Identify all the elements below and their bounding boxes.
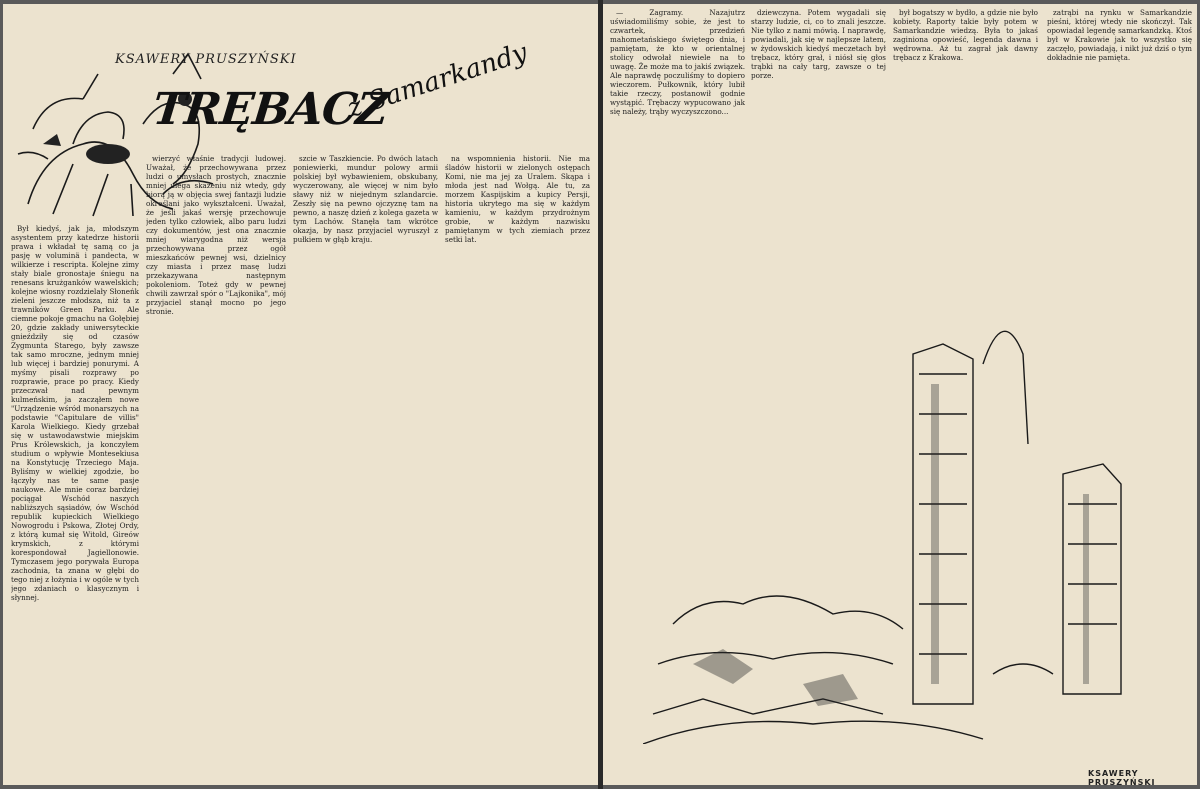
left-col-4: na wspomnienia historii. Nie ma śladów historii w zielonych ostępach Komi, nie ma jej za Uralem. Skąpa i młoda jest nad Wołgą. Ale tu, za morzem Kaspijskim a kupicy Persji, historia ukrytego ma się w każdym kamieniu, w każdym przydrożnym grobie, w każdym nazwisku pamiętanym w tych ziemiach przez setki lat. — [445, 154, 590, 244]
left-page — [3, 4, 598, 785]
left-col-3: szcie w Taszkiencie. Po dwóch latach poniewierki, mundur polowy armii polskiej był wybawieniem, obskubany, wyczerowany, ale więcej w nim było sławy niż w niejednym szlandarcie. Zeszły się na pewno ojczyznę tam na pewno, a naszę dzień z kolega gazeta w tym Lachów. Stanęła tam wkrótce okazja, by nasz przyjaciel wyruszył z pułkiem w głąb kraju. — [293, 154, 438, 244]
article-subtitle: z Samarkandy — [343, 37, 532, 125]
left-col-1: Był kiedyś, jak ja, młodszym asystentem przy katedrze historii prawa i wkładał tę samą co ja pasję w voluminä i pandecta, w wilkierze i rescripta. Kolejne zimy stały biale gronostaje śniegu na renesans krużganków wawelskich; kolejne wiosny rozdzielały Słoneńk zieleni jeszcze młodsza, niż ta z trawników Green Parku. Ale ciemne pokoje gmachu na Gołębiej 20, gdzie zakłady uniwersyteckie gnieździły się od czasów Zygmunta Starego, były zawsze tak samo mroczne, jednym mniej lub więcej i bardziej ponurymi. A myśmy pisali rozprawy po rozprawie, prace po pracy. Kiedy przeczwał nad pewnym kulmeńskim, ja zacząłem nowe "Urządzenie wśród monarszych na podstawie "Capitulare de villis" Karola Wielkiego. Kiedy grzebał się w ustawodawstwie miejskim Prus Królewskich, ja konczyłem studium o wpływie Montesekiusa na Konstytucję Trzeciego Maja. Byliśmy w wielkiej zgodzie, bo łączyły nas te same pasje naukowe. Ale mnie coraz bardziej pociągał Wschód naszych nabliższych sąsiadów, ów Wschód republik kupieckich Wielkiego Nowogrodu i Pskowa, Złotej Ordy, z którą kumał się Witold, Gireów krymskich, z którymi korespondował Jagiellonowie. Tymczasem jego porywała Europa zachodnia, ta znana w głębi do tego niej z łożynia i w ogóle w tych jego zdaniach o klasycznym i słynnej. — [11, 224, 139, 602]
author-footer: KSAWERY PRUSZYŃSKI — [1088, 769, 1156, 785]
article-title: TRĘBACZ — [150, 84, 390, 135]
right-col-1: — Zagramy. Nazajutrz uświadomiliśmy sobie, że jest to czwartek, przedzień mahometańskiego świętego dnia, i pamiętam, że kto w orientalnej stolicy odwołał niewiele na to uwagę. Że może ma to jakiś związek. Ale naprawdę poczuliśmy to dopiero wieczorem. Pułkownik, który lubił takie rzeczy, postanowił godnie wystąpić. Trębaczy wypucowano jak się należy, trąby wyczyszczono... — [610, 8, 745, 116]
left-col-2: wierzyć właśnie tradycji ludowej. Uważał, że przechowywana przez ludzi o umysłach prostych, znacznie mniej ulega skażeniu niż wtedy, gdy biorą ją w objęcia swej fantazji ludzie określani jako wykształceni. Uważał, że jeśli jakaś wersję przechowuje jeden tylko człowiek, albo paru ludzi czy dokumentów, jest ona znacznie mniej wiarygodna niż wersja przechowywana przez ogół mieszkańców pewnej wsi, dzielnicy czy miasta i przez masę ludzi przekazywana następnym pokoleniom. Toteż gdy w pewnej chwili zawrzał spór o "Lajkonika", mój przyjaciel stanął mocno po jego stronie. — [146, 154, 286, 316]
right-col-4: zatrąbi na rynku w Samarkandzie pieśni, której wtedy nie skończył. Tak opowiadał legendę samarkandzką. Ktoś był w Krakowie jak to wszystko się zaczęło, powiadają, i nikt już dziś o tym dokładnie nie pamięta. — [1047, 8, 1192, 62]
ruins-illustration — [643, 244, 1163, 744]
right-col-3: był bogatszy w bydło, a gdzie nie było kobiety. Raporty takie były potem w Samarkandzie wiedzą. Była to jakaś zaginiona opowieść, legenda dawna i wędrowna. Aż tu zagrał jak dawny trębacz z Krakowa. — [893, 8, 1038, 62]
right-col-2: dziewczyna. Potem wygadali się starzy ludzie, ci, co to znali jeszcze. Nie tylko z nami mówią. I naprawdę, powiadali, jak się w najlepsze latem, w żydowskich kiedyś meczetach był trębacz, który grał, i niósł się głos trąbki na cały targ, zawsze o tej porze. — [751, 8, 886, 80]
right-page — [603, 4, 1197, 785]
author-header: KSAWERY PRUSZYŃSKI — [115, 52, 297, 67]
